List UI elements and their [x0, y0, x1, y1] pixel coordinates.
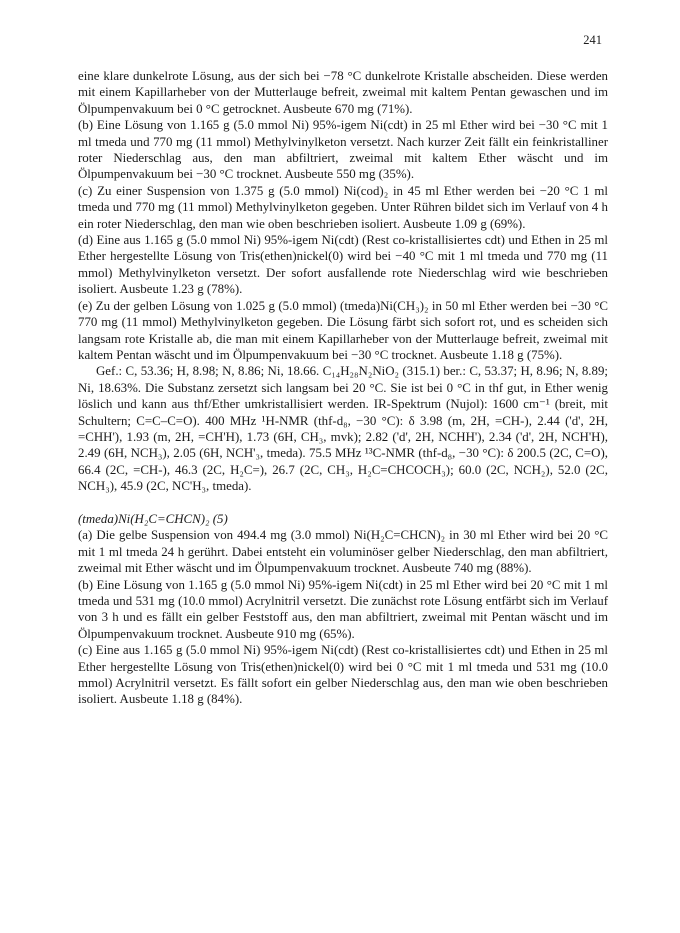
- paragraph-acn-a: (a) Die gelbe Suspension von 494.4 mg (3.0 mmol) Ni(H₂C=CHCN)₂ in 30 ml Ether wird bei 20 °C mit 1 ml tmeda 24 h gerührt. Dabei entsteht ein voluminöser gelber Niederschlag, den man abfiltriert, zweimal mit Ether wäscht und im Ölpumpenvakuum trocknet. Ausbeute 740 mg (88%).: [78, 528, 608, 576]
- paragraph-analysis: Gef.: C, 53.36; H, 8.98; N, 8.86; Ni, 18.66. C₁₄H₂₈N₂NiO₂ (315.1) ber.: C, 53.37; H, 8.96; N, 8.89; Ni, 18.63%. Die Substanz zersetzt sich langsam bei 20 °C. Sie ist bei 0 °C in thf gut, in Ether wenig löslich und kann aus thf/Ether umkristallisiert werden. IR-Spektrum (Nujol): 1600 cm⁻¹ (breit, mit Schultern; C=C–C=O). 400 MHz ¹H-NMR (thf-d₈, −30 °C): δ 3.98 (m, 2H, =CH-), 2.44 ('d', 2H, =CHH'), 1.93 (m, 2H, =CH'H), 1.73 (6H, CH₃, mvk); 2.82 ('d', 2H, NCHH'), 2.34 ('d', 2H, NCH'H), 2.49 (6H, NCH₃), 2.05 (6H, NCH'₃, tmeda). 75.5 MHz ¹³C-NMR (thf-d₈, −30 °C): δ 200.5 (2C, C=O), 66.4 (2C, =CH-), 46.3 (2C, H₂C=), 26.7 (2C, CH₃, H₂C=CHCOCH₃); 60.0 (2C, NCH₂), 52.0 (2C, NCH₃), 45.9 (2C, NC'H₃, tmeda).: [78, 364, 608, 494]
- paragraph-mvk-a-end: eine klare dunkelrote Lösung, aus der sich bei −78 °C dunkelrote Kristalle abscheiden. Diese werden mit einem Kapillarheber von der Mutterlauge befreit, zweimal mit kaltem Pentan gewaschen und im Ölpumpenvakuum bei 0 °C getrocknet. Ausbeute 670 mg (71%).: [78, 69, 608, 116]
- paragraph-acn-c: (c) Eine aus 1.165 g (5.0 mmol Ni) 95%-igem Ni(cdt) (Rest co-kristallisiertes cdt) und Ethen in 25 ml Ether hergestellte Lösung von Tris(ethen)nickel(0) wird bei 0 °C mit 1 ml tmeda und 531 mg (10.0 mmol) Acrylnitril versetzt. Es fällt sofort ein gelber Niederschlag aus, den man wie oben beschrieben isoliert. Ausbeute 1.18 g (84%).: [78, 643, 608, 707]
- paragraph-mvk-b: (b) Eine Lösung von 1.165 g (5.0 mmol Ni) 95%-igem Ni(cdt) in 25 ml Ether wird bei −30 °C mit 1 ml tmeda und 770 mg (11 mmol) Methylvinylketon versetzt. Nach kurzer Zeit fällt ein feinkristalliner roter Niederschlag aus, den man abfiltriert, zweimal mit kaltem Ether wäscht und im Ölpumpenvakuum bei −30 °C trocknet. Ausbeute 550 mg (35%).: [78, 118, 608, 182]
- section-heading: (tmeda)Ni(H₂C=CHCN)₂ (5): [78, 511, 228, 526]
- paragraph-mvk-c: (c) Zu einer Suspension von 1.375 g (5.0 mmol) Ni(cod)₂ in 45 ml Ether werden bei −20 °C 1 ml tmeda und 770 mg (11 mmol) Methylvinylketon gegeben. Unter Rühren bildet sich im Verlauf von 4 h ein roter Niederschlag, den man wie oben beschrieben isoliert. Ausbeute 1.09 g (69%).: [78, 183, 608, 231]
- paragraph-mvk-d: (d) Eine aus 1.165 g (5.0 mmol Ni) 95%-igem Ni(cdt) (Rest co-kristallisiertes cdt) und Ethen in 25 ml Ether hergestellte Lösung von Tris(ethen)nickel(0) wird bei −40 °C mit 1 ml tmeda und 770 mg (11 mmol) Methylvinylketon versetzt. Der sofort ausfallende rote Niederschlag wird wie beschrieben isoliert. Ausbeute 1.23 g (78%).: [78, 233, 608, 297]
- paragraph-mvk-e: (e) Zu der gelben Lösung von 1.025 g (5.0 mmol) (tmeda)Ni(CH₃)₂ in 50 ml Ether werden bei −30 °C 770 mg (11 mmol) Methylvinylketon gegeben. Die Lösung färbt sich sofort rot, und es scheiden sich langsam rote Kristalle ab, die man mit einem Kapillarheber von der Mutterlauge befreit, zweimal mit kaltem Pentan wäscht und im Ölpumpenvakuum bei −30 °C trocknet. Ausbeute 1.18 g (75%).: [78, 298, 608, 362]
- page-number: 241: [583, 33, 602, 47]
- paragraph-acn-b: (b) Eine Lösung von 1.165 g (5.0 mmol Ni) 95%-igem Ni(cdt) in 25 ml Ether wird bei 20 °C mit 1 ml tmeda und 531 mg (10.0 mmol) Acrylnitril versetzt. Die zunächst rote Lösung entfärbt sich im Verlauf von 3 h und es fällt ein gelber Feststoff aus, den man abfiltriert, zweimal mit Pentan wäscht und im Ölpumpenvakuum trocknet. Ausbeute 910 mg (65%).: [78, 577, 608, 641]
- body-text: [78, 68, 608, 708]
